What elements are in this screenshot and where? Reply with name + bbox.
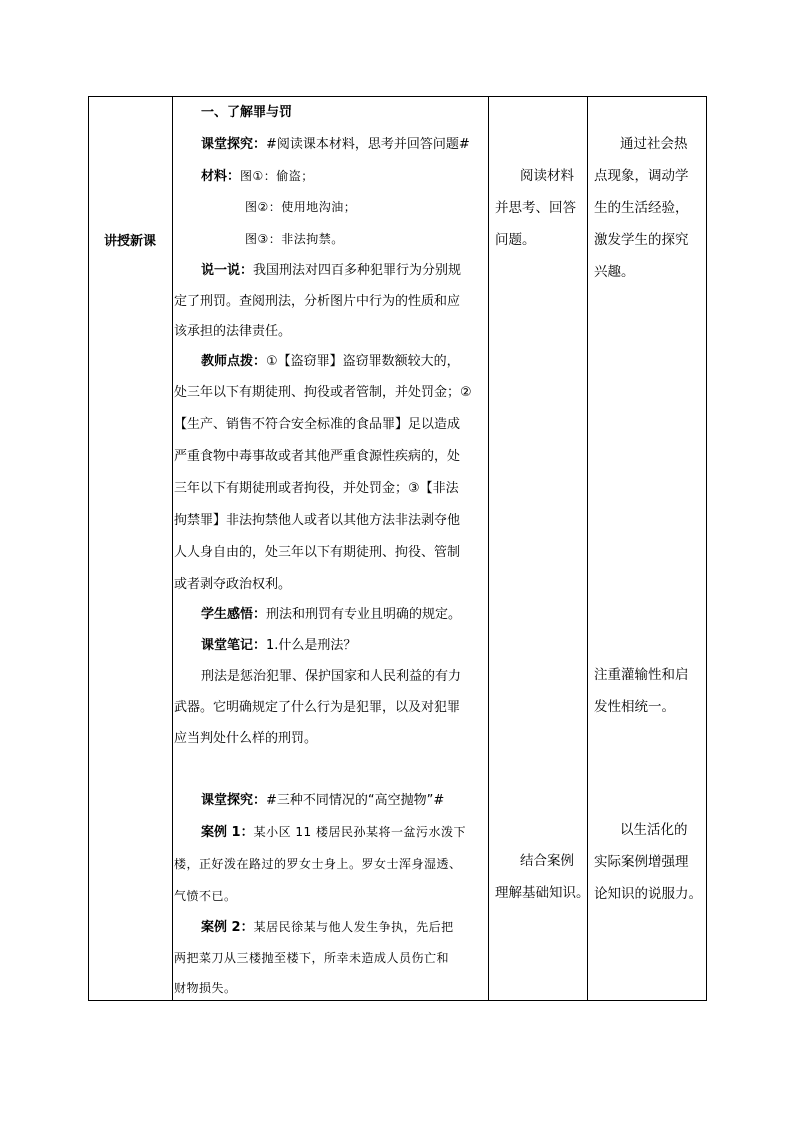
- table-top-border: [88, 96, 707, 97]
- teacher-line-7: 人人身自由的，处三年以下有期徒刑、拘役、管制: [174, 545, 461, 560]
- design-intent-2-line-2: 发性相统一。: [594, 699, 675, 715]
- teacher-line-5: 三年以下有期徒刑或者拘役，并处罚金；③【非法: [174, 481, 459, 496]
- say-line-2: 定了刑罚。查阅刑法，分析图片中行为的性质和应: [174, 294, 461, 309]
- teacher-line-1: 教师点拨：①【盗窃罪】盗窃罪数额较大的，: [201, 354, 460, 369]
- notes-line-3: 应当判处什么样的刑罚。: [174, 731, 318, 746]
- student-activity-1-line-3: 问题。: [495, 232, 536, 248]
- design-intent-1-line-1: 通过社会热: [620, 136, 688, 152]
- case-2-line-3: 财物损失。: [174, 981, 237, 995]
- inquiry-2: 课堂探究：#三种不同情况的“高空抛物”#: [201, 793, 445, 808]
- case-2-line-1: 案例 2：某居民徐某与他人发生争执，先后把: [201, 920, 454, 935]
- design-intent-1-line-2: 点现象，调动学: [594, 168, 689, 184]
- student-activity-1-line-1: 阅读材料: [520, 168, 574, 184]
- column-divider-3: [587, 96, 588, 1001]
- student-activity-2-line-2: 理解基础知识。: [495, 885, 590, 901]
- notes-title: 课堂笔记：1.什么是刑法？: [201, 638, 357, 653]
- student-insight: 学生感悟：刑法和刑罚有专业且明确的规定。: [201, 607, 462, 622]
- case-1-line-2: 楼，正好泼在路过的罗女士身上。罗女士浑身湿透、: [174, 857, 462, 871]
- case-1-line-1: 案例 1：某小区 11 楼居民孙某将一盆污水泼下: [201, 825, 466, 840]
- student-activity-1-line-2: 并思考、回答: [495, 200, 576, 216]
- column-divider-2: [488, 96, 489, 1001]
- case-1-line-3: 气愤不已。: [174, 889, 237, 903]
- column-divider-1: [172, 96, 173, 1001]
- teacher-line-3: 【生产、销售不符合安全标准的食品罪】足以造成: [174, 417, 461, 432]
- table-bottom-border: [88, 1000, 707, 1001]
- table-right-border: [706, 96, 707, 1001]
- design-intent-1-line-4: 激发学生的探究: [594, 232, 689, 248]
- teacher-line-8: 或者剥夺政治权利。: [174, 577, 292, 592]
- materials-item-2: 图②：使用地沟油；: [245, 200, 357, 214]
- notes-line-1: 刑法是惩治犯罪、保护国家和人民利益的有力: [201, 669, 462, 684]
- materials-item-1: 材料：图①：偷盗；: [201, 169, 314, 184]
- notes-line-2: 武器。它明确规定了什么行为是犯罪，以及对犯罪: [174, 700, 461, 715]
- inquiry-1: 课堂探究：#阅读课本材料，思考并回答问题#: [201, 137, 470, 152]
- teacher-line-4: 严重食物中毒事故或者其他严重食源性疾病的，处: [174, 449, 461, 464]
- case-2-line-2: 两把菜刀从三楼抛至楼下，所幸未造成人员伤亡和: [174, 951, 450, 965]
- student-activity-2-line-1: 结合案例: [520, 853, 574, 869]
- say-line-3: 该承担的法律责任。: [174, 324, 292, 339]
- teacher-line-6: 拘禁罪】非法拘禁他人或者以其他方法非法剥夺他: [174, 513, 461, 528]
- say-line-1: 说一说：我国刑法对四百多种犯罪行为分别规: [201, 263, 462, 278]
- design-intent-1-line-3: 生的生活经验，: [594, 200, 689, 216]
- section-label: 讲授新课: [103, 234, 156, 249]
- materials-item-3: 图③：非法拘禁。: [245, 232, 344, 246]
- lesson-heading: 一、了解罪与罚: [201, 105, 293, 120]
- design-intent-3-line-1: 以生活化的: [620, 822, 688, 838]
- design-intent-3-line-3: 论知识的说服力。: [594, 886, 702, 902]
- design-intent-1-line-5: 兴趣。: [594, 264, 635, 280]
- teacher-line-2: 处三年以下有期徒刑、拘役或者管制，并处罚金；②: [174, 385, 472, 400]
- design-intent-2-line-1: 注重灌输性和启: [594, 667, 689, 683]
- design-intent-3-line-2: 实际案例增强理: [594, 854, 689, 870]
